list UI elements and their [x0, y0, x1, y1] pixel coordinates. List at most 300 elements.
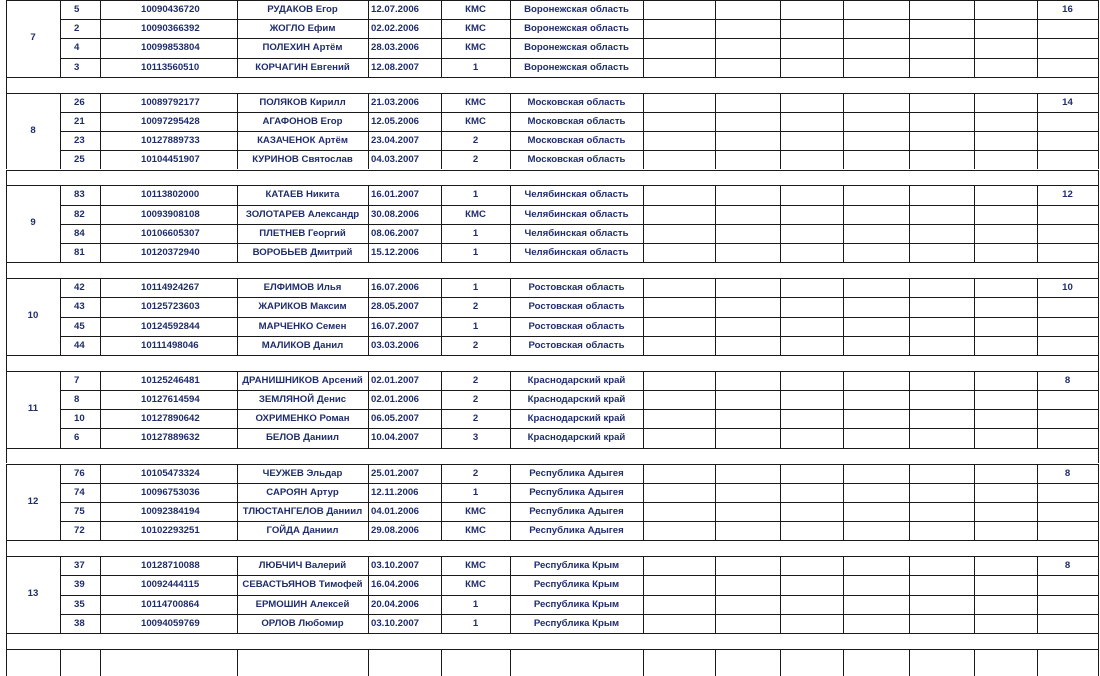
row-border	[60, 521, 1098, 522]
region-cell: Краснодарский край	[527, 413, 626, 425]
athlete-id-cell: 10096753036	[141, 486, 200, 498]
start-number-cell: 3	[74, 61, 80, 73]
birth-date-cell: 04.01.2006	[371, 505, 420, 517]
region-cell: Челябинская область	[524, 189, 629, 201]
column-border	[780, 464, 781, 541]
birth-date-cell: 08.06.2007	[371, 227, 420, 239]
athlete-name-cell: ЛЮБЧИЧ Валерий	[258, 560, 347, 572]
column-border	[1098, 0, 1099, 77]
group-number-cell: 11	[27, 402, 39, 414]
column-border	[1098, 262, 1099, 278]
column-border	[843, 185, 844, 262]
region-cell: Воронежская область	[524, 4, 629, 15]
start-number-cell: 81	[74, 247, 85, 258]
team-score-cell: 14	[1062, 96, 1073, 108]
birth-date-cell: 21.03.2006	[371, 96, 420, 108]
column-border	[100, 185, 101, 262]
column-border	[1098, 371, 1099, 448]
column-border	[974, 278, 975, 355]
row-border	[6, 448, 1098, 449]
column-border	[1037, 185, 1038, 262]
athlete-id-cell: 10102293251	[141, 525, 200, 537]
column-border	[843, 278, 844, 355]
athlete-name-cell: ОРЛОВ Любомир	[261, 617, 344, 629]
column-border	[974, 649, 975, 676]
sport-rank-cell: КМС	[465, 505, 486, 517]
column-border	[909, 649, 910, 676]
birth-date-cell: 16.07.2007	[371, 320, 420, 332]
column-border	[60, 649, 61, 676]
athlete-id-cell: 10106605307	[141, 227, 200, 239]
column-border	[6, 93, 7, 170]
region-cell: Воронежская область	[524, 23, 629, 35]
column-border	[780, 0, 781, 77]
row-border	[60, 575, 1098, 576]
row-border	[60, 409, 1098, 410]
group-number-cell: 12	[27, 495, 39, 507]
region-cell: Московская область	[527, 115, 626, 127]
athlete-name-cell: АГАФОНОВ Егор	[262, 115, 343, 127]
column-border	[6, 262, 7, 278]
row-border	[60, 243, 1098, 244]
sport-rank-cell: 1	[472, 227, 479, 239]
sport-rank-cell: 1	[472, 282, 479, 294]
birth-date-cell: 06.05.2007	[371, 413, 420, 425]
column-border	[6, 185, 7, 262]
region-cell: Республика Крым	[533, 598, 620, 610]
column-border	[780, 185, 781, 262]
start-number-cell: 5	[74, 4, 80, 15]
sport-rank-cell: КМС	[465, 115, 486, 127]
column-border	[974, 556, 975, 633]
athlete-id-cell: 10104451907	[141, 154, 200, 166]
row-border	[6, 77, 1098, 78]
athlete-name-cell: ТЛЮСТАНГЕЛОВ Даниил	[242, 505, 363, 517]
column-border	[60, 556, 61, 633]
row-border	[6, 371, 1098, 372]
column-border	[1098, 540, 1099, 556]
athlete-name-cell: ПЛЕТНЕВ Георгий	[259, 227, 346, 239]
row-border	[60, 131, 1098, 132]
column-border	[100, 649, 101, 676]
sport-rank-cell: 1	[472, 617, 479, 629]
column-border	[715, 371, 716, 448]
column-border	[843, 464, 844, 541]
column-border	[843, 93, 844, 170]
athlete-id-cell: 10092444115	[141, 579, 200, 591]
column-border	[843, 371, 844, 448]
row-border	[60, 112, 1098, 113]
column-border	[510, 464, 511, 541]
athlete-name-cell: КАЗАЧЕНОК Артём	[257, 135, 348, 147]
column-border	[715, 649, 716, 676]
start-number-cell: 72	[74, 525, 85, 537]
column-border	[643, 371, 644, 448]
athlete-name-cell: ПОЛЯКОВ Кирилл	[259, 96, 346, 108]
row-border	[60, 483, 1098, 484]
start-number-cell: 82	[74, 208, 85, 220]
region-cell: Челябинская область	[524, 208, 629, 220]
athlete-name-cell: САРОЯН Артур	[266, 486, 339, 498]
athlete-name-cell: ЕЛФИМОВ Илья	[263, 282, 342, 294]
athlete-name-cell: ПОЛЕХИН Артём	[262, 42, 343, 54]
start-number-cell: 25	[74, 154, 85, 166]
column-border	[100, 371, 101, 448]
column-border	[60, 371, 61, 448]
birth-date-cell: 20.04.2006	[371, 598, 420, 610]
column-border	[780, 371, 781, 448]
row-border	[60, 502, 1098, 503]
region-cell: Республика Адыгея	[529, 525, 624, 537]
birth-date-cell: 02.01.2007	[371, 374, 420, 386]
birth-date-cell: 12.08.2007	[371, 61, 420, 73]
column-border	[441, 185, 442, 262]
birth-date-cell: 30.08.2006	[371, 208, 420, 220]
column-border	[441, 0, 442, 77]
column-border	[368, 0, 369, 77]
birth-date-cell: 12.05.2006	[371, 115, 420, 127]
row-border	[6, 633, 1098, 634]
athlete-id-cell: 10092384194	[141, 505, 200, 517]
column-border	[441, 464, 442, 541]
team-score-cell: 8	[1064, 374, 1071, 386]
column-border	[6, 0, 7, 77]
column-border	[715, 93, 716, 170]
column-border	[1098, 185, 1099, 262]
column-border	[1037, 93, 1038, 170]
athlete-id-cell: 10093908108	[141, 208, 200, 220]
column-border	[368, 464, 369, 541]
birth-date-cell: 25.01.2007	[371, 467, 420, 479]
column-border	[6, 278, 7, 355]
column-border	[643, 464, 644, 541]
start-number-cell: 38	[74, 617, 85, 629]
column-border	[60, 464, 61, 541]
athlete-id-cell: 10097295428	[141, 115, 200, 127]
region-cell: Московская область	[527, 154, 626, 166]
athlete-id-cell: 10099853804	[141, 42, 200, 54]
athlete-id-cell: 10089792177	[141, 96, 200, 108]
region-cell: Республика Крым	[533, 560, 620, 572]
column-border	[60, 0, 61, 77]
column-border	[510, 649, 511, 676]
row-border	[60, 224, 1098, 225]
athlete-name-cell: ВОРОБЬЕВ Дмитрий	[252, 247, 353, 258]
column-border	[780, 278, 781, 355]
column-border	[6, 464, 7, 541]
sport-rank-cell: КМС	[465, 560, 486, 572]
row-border	[6, 540, 1098, 541]
athlete-name-cell: ЕРМОШИН Алексей	[255, 598, 350, 610]
sport-rank-cell: 1	[472, 247, 479, 258]
athlete-id-cell: 10124592844	[141, 320, 200, 332]
column-border	[60, 278, 61, 355]
column-border	[780, 93, 781, 170]
column-border	[1098, 649, 1099, 676]
column-border	[1037, 649, 1038, 676]
column-border	[237, 93, 238, 170]
column-border	[974, 185, 975, 262]
column-border	[368, 371, 369, 448]
birth-date-cell: 03.10.2007	[371, 560, 420, 572]
column-border	[715, 556, 716, 633]
sport-rank-cell: 2	[472, 339, 479, 351]
region-cell: Краснодарский край	[527, 432, 626, 444]
column-border	[909, 278, 910, 355]
column-border	[909, 464, 910, 541]
region-cell: Ростовская область	[528, 301, 625, 313]
column-border	[368, 185, 369, 262]
column-border	[510, 278, 511, 355]
column-border	[237, 556, 238, 633]
column-border	[909, 371, 910, 448]
column-border	[510, 556, 511, 633]
athlete-id-cell: 10114924267	[141, 282, 200, 294]
athlete-id-cell: 10127614594	[141, 394, 200, 405]
column-border	[441, 556, 442, 633]
column-border	[843, 649, 844, 676]
birth-date-cell: 02.01.2006	[371, 394, 420, 405]
birth-date-cell: 04.03.2007	[371, 154, 420, 166]
region-cell: Челябинская область	[524, 227, 629, 239]
column-border	[843, 556, 844, 633]
column-border	[510, 371, 511, 448]
column-border	[974, 93, 975, 170]
start-number-cell: 35	[74, 598, 85, 610]
column-border	[6, 540, 7, 556]
row-border	[6, 556, 1098, 557]
team-score-cell: 10	[1062, 282, 1073, 294]
athlete-id-cell: 10125246481	[141, 374, 200, 386]
column-border	[237, 0, 238, 77]
region-cell: Республика Адыгея	[529, 505, 624, 517]
start-number-cell: 43	[74, 301, 85, 313]
column-border	[6, 170, 7, 186]
start-number-cell: 6	[74, 432, 80, 444]
group-number-cell: 10	[27, 310, 39, 322]
group-number-cell: 7	[30, 32, 36, 43]
row-border	[60, 58, 1098, 59]
row-border	[60, 428, 1098, 429]
column-border	[1037, 464, 1038, 541]
athlete-id-cell: 10114700864	[141, 598, 200, 610]
column-border	[1098, 633, 1099, 649]
athlete-name-cell: БЕЛОВ Даниил	[266, 432, 339, 444]
row-border	[60, 336, 1098, 337]
column-border	[909, 185, 910, 262]
column-border	[780, 649, 781, 676]
athlete-name-cell: ЖОГЛО Ефим	[269, 23, 336, 35]
column-border	[643, 0, 644, 77]
athlete-name-cell: МАЛИКОВ Данил	[261, 339, 344, 351]
sport-rank-cell: 2	[472, 135, 479, 147]
column-border	[6, 355, 7, 371]
region-cell: Республика Адыгея	[529, 486, 624, 498]
athlete-name-cell: КУРИНОВ Святослав	[252, 154, 353, 166]
athlete-name-cell: СЕВАСТЬЯНОВ Тимофей	[242, 579, 363, 591]
athlete-name-cell: ЧЕУЖЕВ Эльдар	[262, 467, 343, 479]
birth-date-cell: 12.11.2006	[371, 486, 419, 498]
athlete-id-cell: 10127889632	[141, 432, 200, 444]
row-border	[60, 297, 1098, 298]
birth-date-cell: 12.07.2006	[371, 4, 420, 15]
region-cell: Краснодарский край	[527, 394, 626, 405]
column-border	[1037, 278, 1038, 355]
athlete-id-cell: 10090366392	[141, 23, 200, 35]
column-border	[368, 556, 369, 633]
group-number-cell: 9	[30, 217, 36, 229]
sport-rank-cell: 1	[472, 61, 479, 73]
column-border	[1098, 93, 1099, 170]
column-border	[368, 278, 369, 355]
birth-date-cell: 03.10.2007	[371, 617, 420, 629]
start-number-cell: 23	[74, 135, 85, 147]
athlete-name-cell: ЖАРИКОВ Максим	[258, 301, 347, 313]
sport-rank-cell: КМС	[465, 208, 486, 220]
region-cell: Ростовская область	[528, 339, 625, 351]
row-border	[6, 262, 1098, 263]
athlete-id-cell: 10090436720	[141, 4, 200, 15]
row-border	[6, 355, 1098, 356]
sport-rank-cell: 1	[472, 486, 479, 498]
sport-rank-cell: КМС	[465, 96, 486, 108]
start-number-cell: 2	[74, 23, 80, 35]
column-border	[909, 556, 910, 633]
column-border	[237, 185, 238, 262]
column-border	[6, 633, 7, 649]
athlete-id-cell: 10113802000	[141, 189, 200, 201]
column-border	[643, 649, 644, 676]
column-border	[974, 0, 975, 77]
row-border	[60, 150, 1098, 151]
athlete-id-cell: 10127890642	[141, 413, 200, 425]
sport-rank-cell: КМС	[465, 42, 486, 54]
row-border	[6, 0, 1098, 1]
birth-date-cell: 10.04.2007	[371, 432, 420, 444]
birth-date-cell: 03.03.2006	[371, 339, 420, 351]
row-border	[60, 614, 1098, 615]
column-border	[643, 556, 644, 633]
row-border	[6, 649, 1098, 650]
birth-date-cell: 29.08.2006	[371, 525, 420, 537]
column-border	[1098, 448, 1099, 464]
column-border	[60, 93, 61, 170]
column-border	[6, 556, 7, 633]
sport-rank-cell: КМС	[465, 23, 486, 35]
athlete-name-cell: ЗОЛОТАРЕВ Александр	[245, 208, 360, 220]
region-cell: Московская область	[527, 135, 626, 147]
column-border	[909, 93, 910, 170]
athlete-id-cell: 10113560510	[141, 61, 200, 73]
row-border	[60, 390, 1098, 391]
athlete-id-cell: 10125723603	[141, 301, 200, 313]
sport-rank-cell: КМС	[465, 579, 486, 591]
start-number-cell: 84	[74, 227, 85, 239]
sport-rank-cell: 1	[472, 320, 479, 332]
column-border	[1098, 556, 1099, 633]
region-cell: Республика Адыгея	[529, 467, 624, 479]
birth-date-cell: 16.07.2006	[371, 282, 420, 294]
start-number-cell: 44	[74, 339, 85, 351]
birth-date-cell: 16.04.2006	[371, 579, 420, 591]
sport-rank-cell: 2	[472, 394, 479, 405]
start-number-cell: 8	[74, 394, 80, 405]
column-border	[441, 93, 442, 170]
start-number-cell: 10	[74, 413, 85, 425]
athlete-name-cell: КОРЧАГИН Евгений	[255, 61, 350, 73]
sport-rank-cell: КМС	[465, 4, 486, 15]
column-border	[6, 371, 7, 448]
athlete-name-cell: ГОЙДА Даниил	[266, 525, 339, 537]
column-border	[715, 0, 716, 77]
team-score-cell: 12	[1062, 189, 1073, 201]
sport-rank-cell: 2	[472, 301, 479, 313]
row-border	[6, 278, 1098, 279]
birth-date-cell: 16.01.2007	[371, 189, 420, 201]
column-border	[643, 185, 644, 262]
athlete-name-cell: КАТАЕВ Никита	[265, 189, 340, 201]
start-number-cell: 39	[74, 579, 85, 591]
column-border	[1098, 355, 1099, 371]
region-cell: Ростовская область	[528, 282, 625, 294]
sport-rank-cell: КМС	[465, 525, 486, 537]
column-border	[100, 556, 101, 633]
region-cell: Челябинская область	[524, 247, 629, 258]
column-border	[974, 371, 975, 448]
athlete-name-cell: ОХРИМЕНКО Роман	[255, 413, 350, 425]
column-border	[1037, 0, 1038, 77]
column-border	[909, 0, 910, 77]
column-border	[100, 93, 101, 170]
column-border	[643, 93, 644, 170]
sport-rank-cell: 3	[472, 432, 479, 444]
birth-date-cell: 23.04.2007	[371, 135, 420, 147]
team-score-cell: 16	[1062, 4, 1073, 15]
column-border	[100, 464, 101, 541]
athlete-name-cell: ДРАНИШНИКОВ Арсений	[242, 374, 363, 386]
sport-rank-cell: 2	[472, 413, 479, 425]
column-border	[237, 464, 238, 541]
column-border	[780, 556, 781, 633]
sport-rank-cell: 2	[472, 467, 479, 479]
sport-rank-cell: 2	[472, 374, 479, 386]
athlete-id-cell: 10120372940	[141, 247, 200, 258]
column-border	[1037, 371, 1038, 448]
row-border	[60, 317, 1098, 318]
athlete-name-cell: МАРЧЕНКО Семен	[258, 320, 347, 332]
column-border	[974, 464, 975, 541]
column-border	[100, 278, 101, 355]
athlete-id-cell: 10094059769	[141, 617, 200, 629]
column-border	[643, 278, 644, 355]
region-cell: Московская область	[527, 96, 626, 108]
start-number-cell: 21	[74, 115, 85, 127]
region-cell: Воронежская область	[524, 42, 629, 54]
team-score-cell: 8	[1064, 467, 1071, 479]
athlete-id-cell: 10128710088	[141, 560, 200, 572]
start-number-cell: 75	[74, 505, 85, 517]
column-border	[237, 649, 238, 676]
athlete-id-cell: 10127889733	[141, 135, 200, 147]
column-border	[1098, 77, 1099, 93]
region-cell: Краснодарский край	[527, 374, 626, 386]
row-border	[60, 19, 1098, 20]
column-border	[715, 185, 716, 262]
athlete-name-cell: РУДАКОВ Егор	[267, 4, 338, 15]
column-border	[1098, 464, 1099, 541]
sport-rank-cell: 2	[472, 154, 479, 166]
column-border	[60, 185, 61, 262]
